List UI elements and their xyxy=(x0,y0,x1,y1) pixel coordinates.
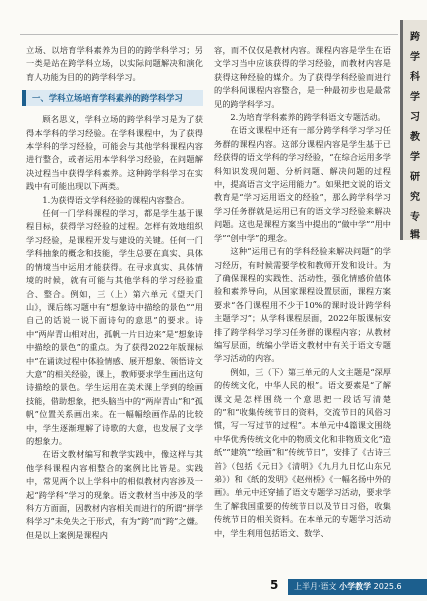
paragraph-intro: 立场、以培育学科素养为目的的跨学科学习；另一类是站在跨学科立场，以实际问题解决和演化育人功能为目的的跨学科学习。 xyxy=(26,45,203,82)
tab-char: 教 xyxy=(410,132,420,143)
heading-accent-bar xyxy=(22,90,26,106)
page-number: 5 xyxy=(270,578,279,592)
paragraph: 这种“运用已有的学科经验来解决问题”的学习经历，有时候需要学校和教师开发和设计。为了确保课程的实践性、活动性，强化情感价值体验和素养导向，从国家课程设置层面，课程方案要求“各门课程用不少于10%的课时设计跨学科主题学习”；从学科课程层面，2022年版课标安排了跨学科学习学习任务群的课程内容；从教材编写层面，统编小学语文教材中有关于语文专题学习活动的内容。 xyxy=(214,246,391,364)
paragraph: 顾名思义，学科立场的跨学科学习是为了获得本学科的学习经验。在学科课程中，为了获得本学科的学习经验，可能会与其他学科课程内容进行整合，或者运用本学科学习经验，在问题解决过程当中获得学科素养。这种跨学科学习在实践中有可能出现以下两类。 xyxy=(26,114,203,192)
issue-label: 上半月·语文 xyxy=(294,582,337,591)
tab-char: 学 xyxy=(410,92,420,103)
subheading: 2.为培育学科素养的跨学科语文专题活动。 xyxy=(230,112,386,123)
tab-char: 辑 xyxy=(410,230,420,241)
paragraph: 例如，三（下）第三单元的人文主题是“深厚的传统文化，中华人民的根”。语文要素是“了解课文是怎样围绕一个意思把一段话写清楚的”和“收集传统节日的资料，交流节日的风俗习惯，写一写过节的过程”。本单元中4篇课文围绕中华优秀传统文化中的物质文化和非物质文化“造纸”“建筑”“绘画”和“传统节日”，安排了《古诗三首》（包括《元日》《清明》《九月九日忆山东兄弟》）和《纸的发明》《赵州桥》《一幅名扬中外的画》。单元中还穿插了语文专题学习活动，要求学生了解我国重要的传统节日以及节日习俗，收集传统节日的相关资料。在本单元的专题学习活动中，学生利用包括语文、数学、 xyxy=(214,366,391,538)
tab-char: 跨 xyxy=(410,32,420,43)
tab-char: 习 xyxy=(410,112,420,123)
journal-bar xyxy=(288,579,427,595)
tab-char: 学 xyxy=(410,152,420,163)
tab-char: 科 xyxy=(410,72,420,83)
top-rule xyxy=(20,34,398,35)
tab-char: 专 xyxy=(410,212,420,223)
text-column-left xyxy=(26,44,203,542)
text-column-right xyxy=(214,44,391,540)
column-tab xyxy=(400,20,427,240)
section-heading xyxy=(22,90,203,106)
issue-date: 2025.6 xyxy=(373,582,402,591)
paragraph: 在语文课程中还有一部分跨学科学习学习任务群的课程内容。这部分课程内容是学生基于已经获得的语文学科的学习经验，“在综合运用多学科知识发现问题、分析问题、解决问题的过程中，提高语言文字运用能力”。如果把文说的语文教育是“学习运用语文的经验”，那么跨学科学习学习任务群就是运用已有的语文学习经验来解决问题。这也是课程方案当中提出的“做中学”“用中学”“创中学”的理念。 xyxy=(214,125,391,243)
tab-char: 究 xyxy=(410,192,420,203)
tab-char: 研 xyxy=(410,172,420,183)
tab-char: 学 xyxy=(410,52,420,63)
page-footer xyxy=(0,575,427,601)
paragraph: 在语文教材编写和教学实践中，像这样与其他学科课程内容相整合的案例比比皆是。实践中，常见两个以上学科中的相似教材内容涉及一起“跨学科”学习的现象。语文教材当中涉及的学科方方面面，因教材内容相关而进行的所谓“拼学科学习”未免失之于形式，有为“跨”而“跨”之嫌。但是以上案例是课程内 xyxy=(26,449,203,540)
paragraph-continued: 容，而不仅仅是教材内容。课程内容是学生在语文学习当中应该获得的学习经验，而教材内容是获得这种经验的媒介。为了获得学科经验而进行的学科间课程内容整合，是一种最初步也是最常见的跨学科学习。 xyxy=(214,45,391,109)
section-heading-text: 一、学科立场培育学科素养的跨学科学习 xyxy=(32,93,183,104)
magazine-name: 小学教学 xyxy=(339,582,372,591)
paragraph: 任何一门学科课程的学习，都是学生基于课程目标，获得学习经验的过程。怎样有效地组织学习经验，是课程开发与建设的关键。任何一门学科抽象的概念和技能，学生总要在真实、具体的情境当中运用才能获得。在寻求真实、具体情境的时候，就有可能与其他学科的学习经验重合、整合。例如，三（上）第六单元《望天门山》，课后练习题中有“想象诗中描绘的景色”“用自己的话说一说下面诗句的意思”的要求。诗中“两岸青山相对出，孤帆一片日边来”是“想象诗中描绘的景色”的重点。为了获得2022年版课标中“在诵读过程中体验情感、展开想象、领悟诗文大意”的相关经验，课上，教师要求学生画出这句诗描绘的景色。学生运用在美术课上学到的绘画技能，借助想象，把头脑当中的“两岸青山”和“孤帆”位置关系画出来。在一幅幅绘画作品的比较中，学生逐渐理解了诗歌的大意，也发展了文学的想象力。 xyxy=(26,208,203,446)
subheading: 1.为获得语文学科经验的课程内容整合。 xyxy=(42,194,190,205)
